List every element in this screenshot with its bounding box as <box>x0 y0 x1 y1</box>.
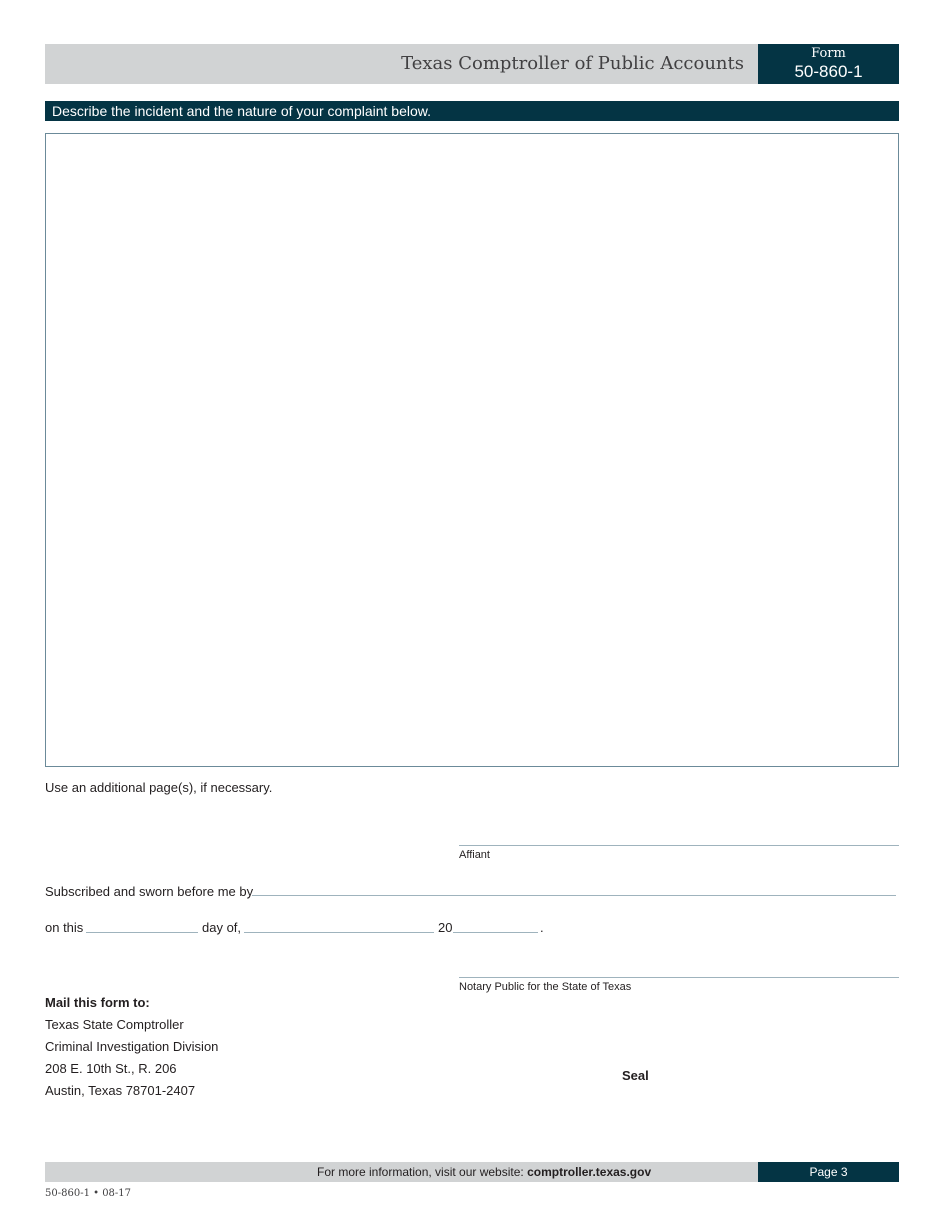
affiant-label: Affiant <box>459 849 490 861</box>
form-revision: 50-860-1 • 08-17 <box>45 1188 132 1199</box>
notary-signature-line[interactable] <box>459 977 899 978</box>
form-label: Form <box>811 46 846 61</box>
year-prefix: 20 <box>438 920 453 935</box>
additional-pages-note: Use an additional page(s), if necessary. <box>45 780 273 795</box>
form-number: 50-860-1 <box>794 62 863 81</box>
complaint-description-field[interactable] <box>45 133 899 767</box>
mail-address-line: Austin, Texas 78701-2407 <box>45 1083 196 1098</box>
sworn-by-name-field[interactable] <box>252 879 896 896</box>
agency-title: Texas Comptroller of Public Accounts <box>401 53 744 74</box>
year-field[interactable] <box>453 916 538 933</box>
mail-address-line: 208 E. 10th St., R. 206 <box>45 1061 177 1076</box>
notary-label: Notary Public for the State of Texas <box>459 981 632 993</box>
affiant-signature-line[interactable] <box>459 845 899 846</box>
mail-heading: Mail this form to: <box>45 995 150 1010</box>
section-heading: Describe the incident and the nature of your complaint below. <box>45 101 899 121</box>
footer-info-text: For more information, visit our website: <box>317 1165 524 1179</box>
mail-address-line: Texas State Comptroller <box>45 1017 184 1032</box>
on-this-label: on this <box>45 920 84 935</box>
mail-address-line: Criminal Investigation Division <box>45 1039 219 1054</box>
seal-label: Seal <box>622 1068 649 1083</box>
form-number-box <box>758 44 899 84</box>
website-link[interactable]: comptroller.texas.gov <box>527 1165 652 1179</box>
day-of-label: day of, <box>202 920 242 935</box>
page-number: Page 3 <box>758 1162 899 1182</box>
month-field[interactable] <box>244 916 434 933</box>
subscribed-label: Subscribed and sworn before me by <box>45 884 254 899</box>
date-period: . <box>540 920 544 935</box>
day-field[interactable] <box>86 916 198 933</box>
